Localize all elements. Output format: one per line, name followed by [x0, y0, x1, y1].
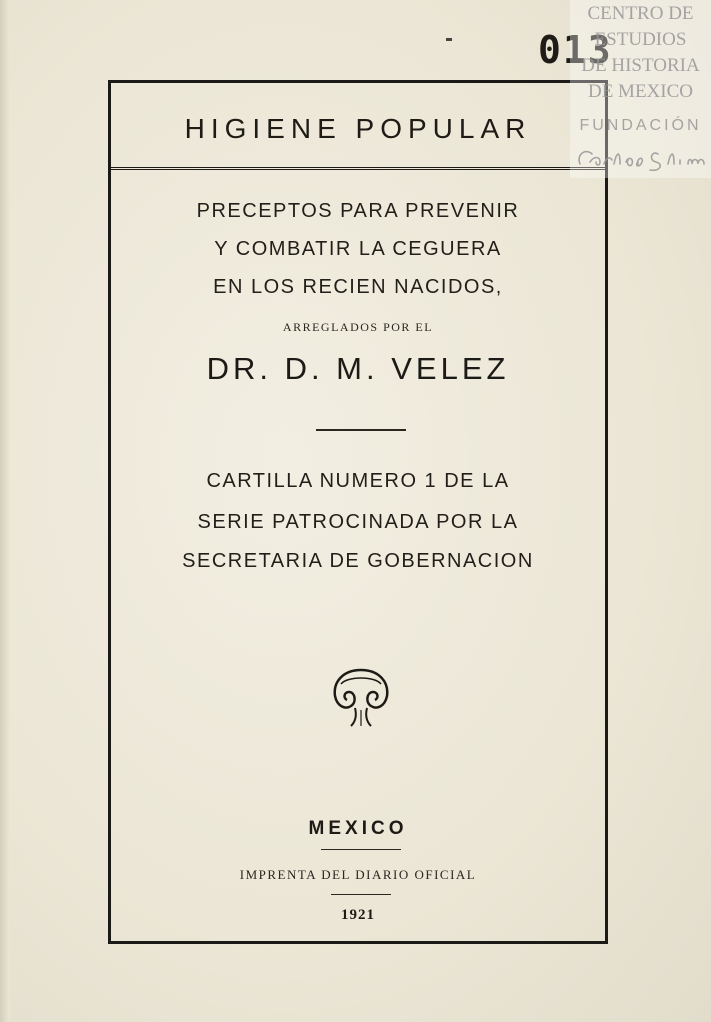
page-edge	[0, 0, 10, 1022]
archive-watermark	[570, 0, 711, 178]
cover-frame	[108, 80, 608, 944]
arranged-by-label: ARREGLADOS POR EL	[282, 320, 434, 334]
series-line-3: SECRETARIA DE GOBERNACION	[182, 550, 534, 572]
series-line-2: SERIE PATROCINADA POR LA	[197, 511, 519, 533]
author-name: DR. D. M. VELEZ	[206, 351, 510, 386]
watermark-line-2: ESTUDIOS	[594, 29, 687, 50]
watermark-line-4: DE MEXICO	[587, 81, 694, 102]
subtitle-line-3: EN LOS RECIEN NACIDOS,	[213, 276, 503, 298]
footer-rule-2	[331, 894, 391, 895]
subtitle-line-1: PRECEPTOS PARA PREVENIR	[196, 200, 520, 222]
footer-rule-1	[321, 849, 401, 850]
ink-mark	[446, 38, 452, 41]
series-line-1: CARTILLA NUMERO 1 DE LA	[206, 470, 510, 492]
page-title: HIGIENE POPULAR	[184, 113, 532, 144]
subtitle-line-2: Y COMBATIR LA CEGUERA	[214, 238, 502, 260]
printers-ornament-icon	[329, 666, 393, 730]
signature-watermark	[570, 140, 711, 176]
printer-label: IMPRENTA DEL DIARIO OFICIAL	[239, 867, 477, 882]
watermark-foundation: FUNDACIÓN	[579, 117, 702, 134]
divider-rule	[316, 429, 406, 431]
header-band	[111, 83, 605, 170]
watermark-line-3: DE HISTORIA	[581, 55, 700, 76]
watermark-line-1: CENTRO DE	[587, 3, 694, 24]
publication-year: 1921	[341, 907, 375, 923]
catalog-number: 013	[538, 28, 613, 72]
city-label: MEXICO	[308, 818, 408, 839]
